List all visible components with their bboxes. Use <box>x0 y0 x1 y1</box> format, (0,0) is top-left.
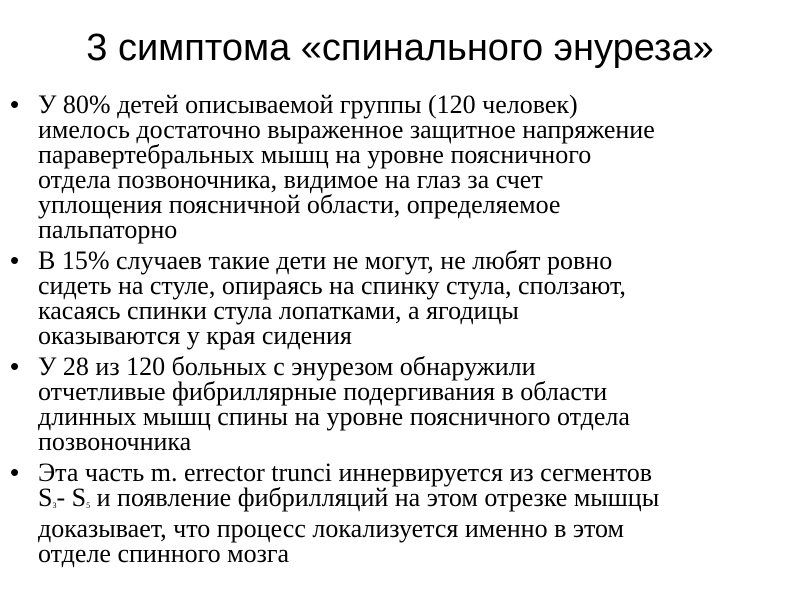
bullet-text-line: отчетливые фибриллярные подергивания в области <box>38 377 608 406</box>
bullet-text-line: сидеть на стуле, опираясь на спинку стула, сползают, <box>38 271 626 300</box>
bullet-text-line: касаясь спинки стула лопатками, а ягодицы <box>38 296 519 325</box>
bullet-list <box>0 89 800 572</box>
segment-line-rest: и появление фибрилляций на этом отрезке мышцы <box>90 483 660 512</box>
bullet-text-line: имелось достаточно выраженное защитное напряжение <box>38 115 655 144</box>
segment-dash: - <box>56 483 72 512</box>
bullet-text-line: уплощения поясничной области, определяемое <box>38 190 561 219</box>
bullet-text-line: пальпаторно <box>38 215 178 244</box>
segment-subscript: 5 <box>86 501 91 510</box>
segment-subscript: 3 <box>52 501 57 510</box>
slide-title: 3 симптома «спинального энуреза» <box>86 27 714 69</box>
bullet-text-line: В 15% случаев такие дети не могут, не любят ровно <box>38 246 613 275</box>
bullet-text-line: У 80% детей описываемой группы (120 человек) <box>38 90 578 119</box>
segment-letter: S <box>71 483 87 512</box>
bullet-text-line: длинных мышц спины на уровне поясничного отдела <box>38 402 630 431</box>
bullet-text-line-segments <box>38 485 800 516</box>
bullet-item <box>0 457 800 568</box>
bullet-icon: • <box>10 457 20 487</box>
bullet-text-line: доказывает, что процесс локализуется именно в этом <box>38 514 624 543</box>
bullet-icon: • <box>10 89 20 119</box>
bullet-item <box>0 351 800 456</box>
bullet-icon: • <box>10 351 20 381</box>
bullet-text-line: Эта часть m. errector trunci иннервируется из сегментов <box>38 458 653 487</box>
bullet-icon: • <box>10 245 20 275</box>
segment-letter: S <box>38 483 53 512</box>
bullet-text-line: оказываются у края сидения <box>38 321 352 350</box>
bullet-text-line: отделе спинного мозга <box>38 539 290 568</box>
bullet-text-line: отдела позвоночника, видимое на глаз за счет <box>38 165 543 194</box>
bullet-text-line: позвоночника <box>38 427 192 456</box>
bullet-text-line: паравертебральных мышц на уровне поясничного <box>38 140 592 169</box>
bullet-item <box>0 245 800 350</box>
bullet-text-line: У 28 из 120 больных с энурезом обнаружили <box>38 352 536 381</box>
bullet-item <box>0 89 800 244</box>
